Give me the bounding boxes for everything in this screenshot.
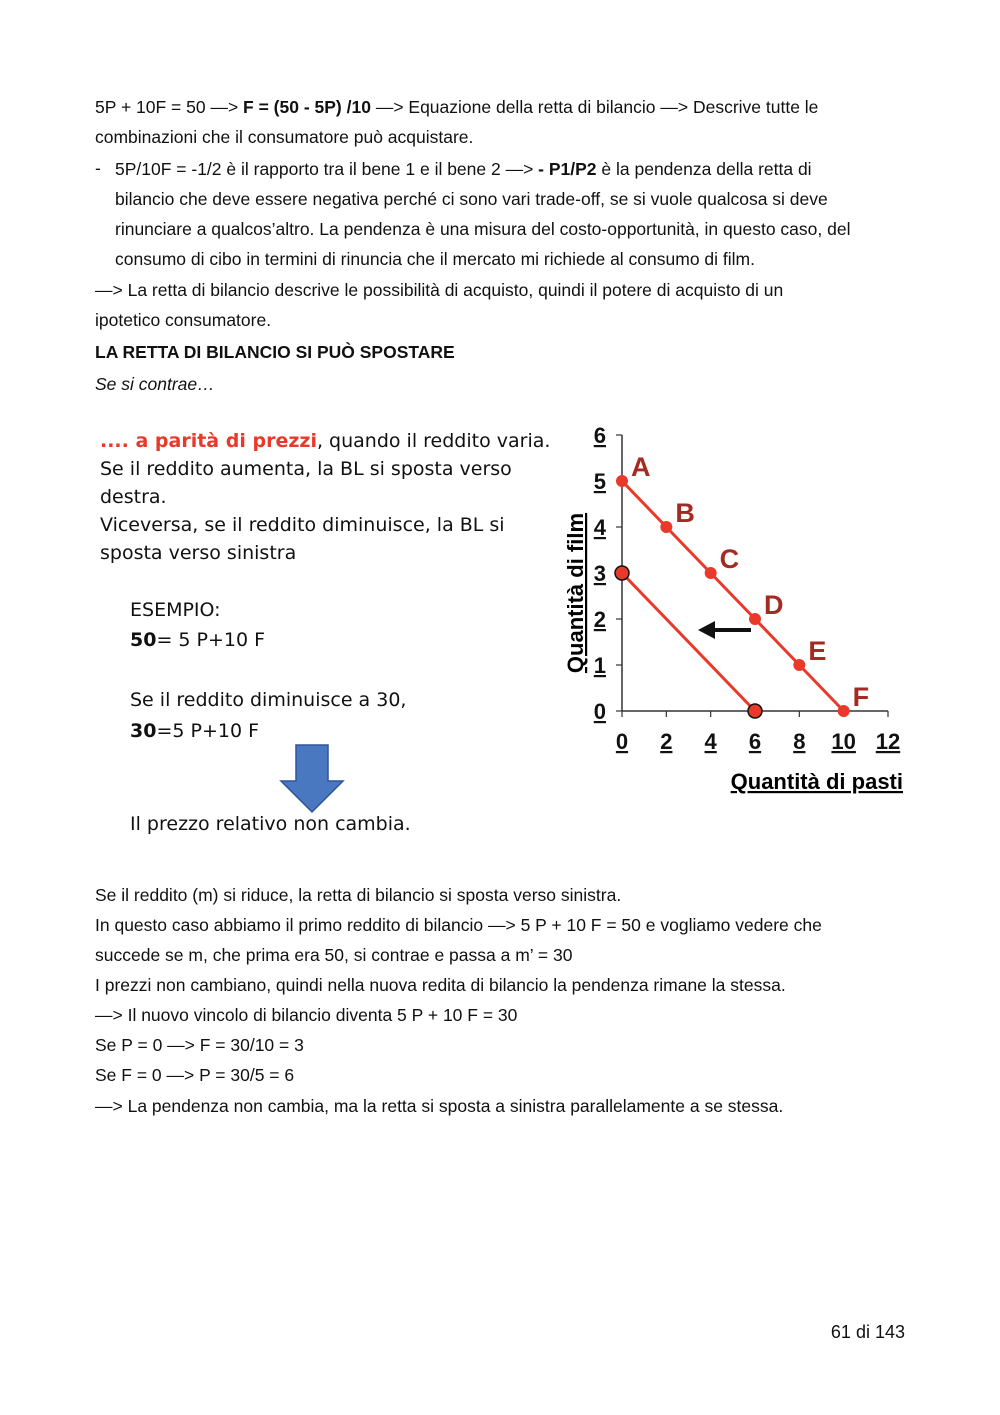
italic-subheading: Se si contrae… <box>95 374 215 394</box>
slide-line: destra. <box>100 486 167 508</box>
x-tick-label: 0 <box>615 729 629 754</box>
x-tick-label: 2 <box>660 729 673 754</box>
slide-line: Se il reddito aumenta, la BL si sposta verso <box>100 458 512 480</box>
data-point <box>616 475 628 487</box>
point-label: C <box>719 544 740 574</box>
x-tick-label: 6 <box>748 729 762 754</box>
text-line: consumo di cibo in termini di rinuncia che il mercato mi richiede al consumo di film. <box>115 249 755 269</box>
y-tick-label: 1 <box>593 653 606 678</box>
text-line: Se F = 0 —> P = 30/5 = 6 <box>95 1065 295 1085</box>
x-tick-label: 12 <box>875 729 901 754</box>
text-line: I prezzi non cambiano, quindi nella nuova redita di bilancio la pendenza rimane la stessa. <box>95 975 786 995</box>
text-line: 5P/10F = -1/2 è il rapporto tra il bene 1 e il bene 2 —> - P1/P2 è la pendenza della retta di <box>115 159 812 179</box>
page-number: 61 di 143 <box>830 1322 905 1342</box>
section-heading: LA RETTA DI BILANCIO SI PUÒ SPOSTARE <box>95 342 455 362</box>
text-line: Se il reddito (m) si riduce, la retta di bilancio si sposta verso sinistra. <box>95 885 622 905</box>
y-tick-label: 3 <box>593 561 606 586</box>
slide-equation: 30=5 P+10 F <box>130 720 260 742</box>
data-point <box>615 566 629 580</box>
arrow-head <box>698 621 715 639</box>
bullet-dash: - <box>95 158 101 178</box>
data-point <box>793 659 805 671</box>
point-label: F <box>852 682 870 712</box>
text-line: —> Il nuovo vincolo di bilancio diventa 5 P + 10 F = 30 <box>95 1005 518 1025</box>
point-label: A <box>631 452 651 482</box>
y-axis-label: Quantità di film <box>563 512 588 674</box>
data-point <box>749 613 761 625</box>
y-tick-label: 2 <box>593 607 606 632</box>
budget-lines <box>622 481 844 711</box>
data-point <box>660 521 672 533</box>
data-point <box>748 704 762 718</box>
shift-left-arrow-icon <box>698 621 751 639</box>
text-line: bilancio che deve essere negativa perché ci sono vari trade-off, se si vuole qualcosa si deve <box>115 189 828 209</box>
y-tick-label: 6 <box>593 423 606 448</box>
y-tick-label: 0 <box>593 699 606 724</box>
budget-line-series <box>622 481 844 711</box>
y-tick-label: 5 <box>593 469 606 494</box>
point-label: B <box>675 498 695 528</box>
point-label: E <box>808 636 827 666</box>
text-line: combinazioni che il consumatore può acquistare. <box>95 127 474 147</box>
slide-text-block <box>100 426 551 846</box>
slide-example-label: ESEMPIO: <box>130 599 221 621</box>
text-line: In questo caso abbiamo il primo reddito di bilancio —> 5 P + 10 F = 50 e vogliamo vedere che <box>95 915 822 935</box>
x-axis-label: Quantità di pasti <box>730 769 903 794</box>
slide-line: Se il reddito diminuisce a 30, <box>130 689 407 711</box>
text-line: —> La retta di bilancio descrive le possibilità di acquisto, quindi il potere di acquisto di un <box>95 280 784 300</box>
x-tick-label: 10 <box>831 729 856 754</box>
slide-conclusion: Il prezzo relativo non cambia. <box>130 813 411 835</box>
axes <box>616 435 888 717</box>
data-point <box>705 567 717 579</box>
point-label: D <box>764 590 784 620</box>
slide-line: Viceversa, se il reddito diminuisce, la BL si <box>100 514 505 536</box>
text-line: —> La pendenza non cambia, ma la retta si sposta a sinistra parallelamente a se stessa. <box>95 1096 784 1116</box>
text-line: ipotetico consumatore. <box>95 310 272 330</box>
slide-equation: 50= 5 P+10 F <box>130 629 266 651</box>
text-line: rinunciare a qualcos’altro. La pendenza è una misura del costo-opportunità, in questo caso, del <box>115 219 851 239</box>
down-arrow-shape <box>281 745 343 812</box>
slide-line: .... a parità di prezzi, quando il reddito varia. <box>100 430 551 452</box>
text-line: 5P + 10F = 50 —> F = (50 - 5P) /10 —> Equazione della retta di bilancio —> Descrive tutte le <box>95 97 819 117</box>
budget-line-series <box>622 573 755 711</box>
slide-line: sposta verso sinistra <box>100 542 297 564</box>
down-arrow-icon <box>278 744 346 814</box>
text-line: Se P = 0 —> F = 30/10 = 3 <box>95 1035 304 1055</box>
text-line: succede se m, che prima era 50, si contrae e passa a m’ = 30 <box>95 945 573 965</box>
budget-line-chart <box>555 415 925 810</box>
y-tick-label: 4 <box>593 515 606 540</box>
data-points <box>615 452 869 718</box>
x-tick-label: 4 <box>704 729 717 754</box>
x-tick-label: 8 <box>793 729 806 754</box>
data-point <box>838 705 850 717</box>
